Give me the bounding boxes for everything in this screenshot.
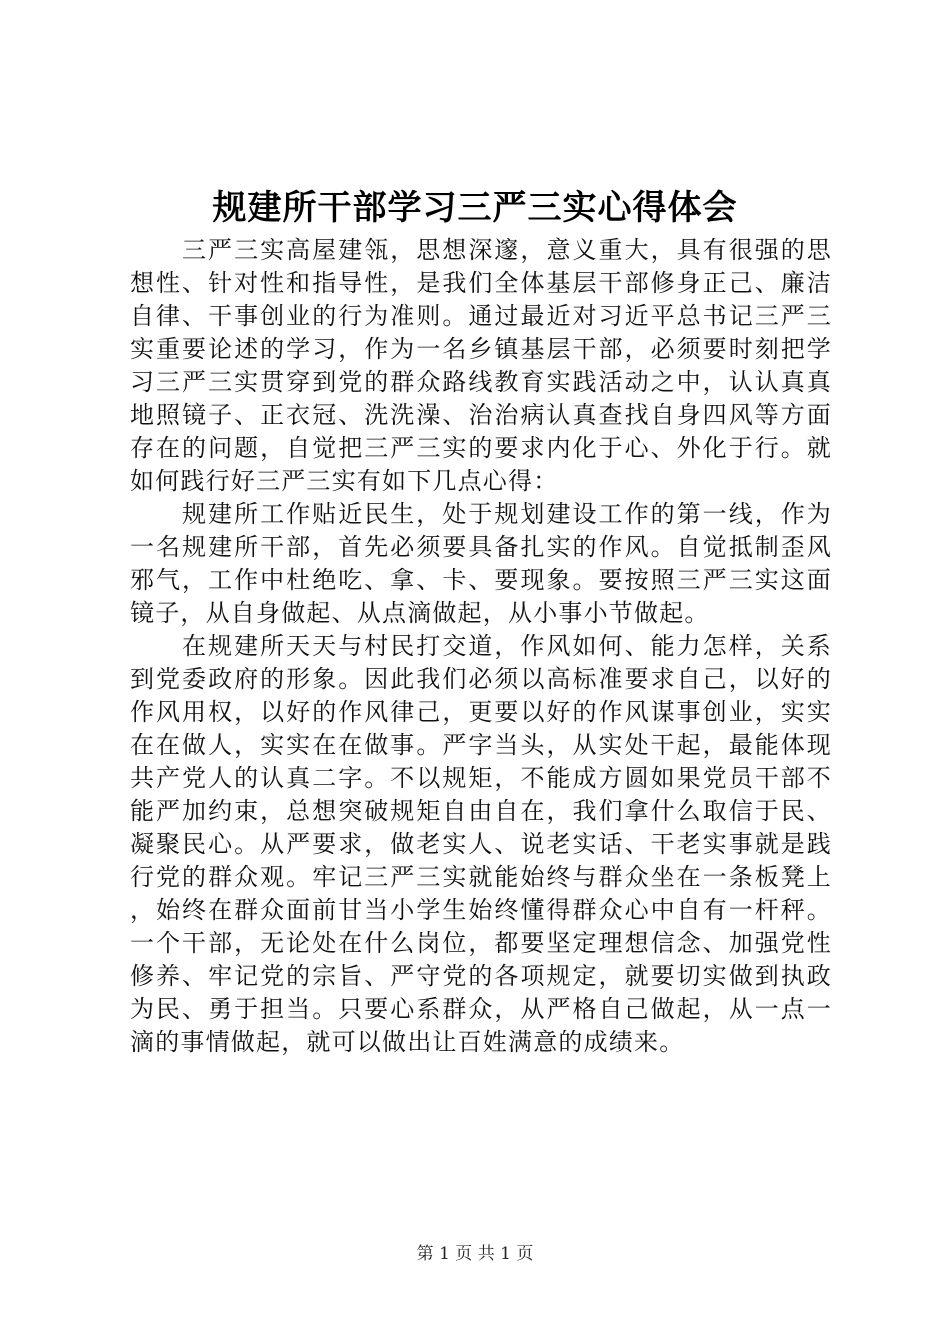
document-title: 规建所干部学习三严三实心得体会 <box>212 188 738 228</box>
paragraph-2: 规建所工作贴近民生，处于规划建设工作的第一线，作为一名规建所干部，首先必须要具备扎实的作风。自觉抵制歪风邪气，工作中杜绝吃、拿、卡、要现象。要按照三严三实这面镜子，从自身做起、从点滴做起，从小事小节做起。 <box>130 500 832 627</box>
paragraph-3: 在规建所天天与村民打交道，作风如何、能力怎样，关系到党委政府的形象。因此我们必须以高标准要求自己，以好的作风用权，以好的作风律己，更要以好的作风谋事创业，实实在在做人，实实在在做事。严字当头，从实处干起，最能体现共产党人的认真二字。不以规矩，不能成方圆如果党员干部不能严加约束，总想突破规矩自由自在，我们拿什么取信于民、凝聚民心。从严要求，做老实人、说老实话、干老实事就是践行党的群众观。牢记三严三实就能始终与群众坐在一条板凳上，始终在群众面前甘当小学生始终懂得群众心中自有一杆秤。一个干部，无论处在什么岗位，都要坚定理想信念、加强党性修养、牢记党的宗旨、严守党的各项规定，就要切实做到执政为民、勇于担当。只要心系群众，从严格自己做起，从一点一滴的事情做起，就可以做出让百姓满意的成绩来。 <box>130 632 832 1056</box>
page-footer: 第 1 页 共 1 页 <box>416 1244 534 1264</box>
document-body <box>130 234 832 1059</box>
paragraph-1: 三严三实高屋建瓴，思想深邃，意义重大，具有很强的思想性、针对性和指导性，是我们全体基层干部修身正己、廉洁自律、干事创业的行为准则。通过最近对习近平总书记三严三实重要论述的学习，作为一名乡镇基层干部，必须要时刻把学习三严三实贯穿到党的群众路线教育实践活动之中，认认真真地照镜子、正衣冠、洗洗澡、治治病认真查找自身四风等方面存在的问题，自觉把三严三实的要求内化于心、外化于行。就如何践行好三严三实有如下几点心得： <box>130 236 832 495</box>
